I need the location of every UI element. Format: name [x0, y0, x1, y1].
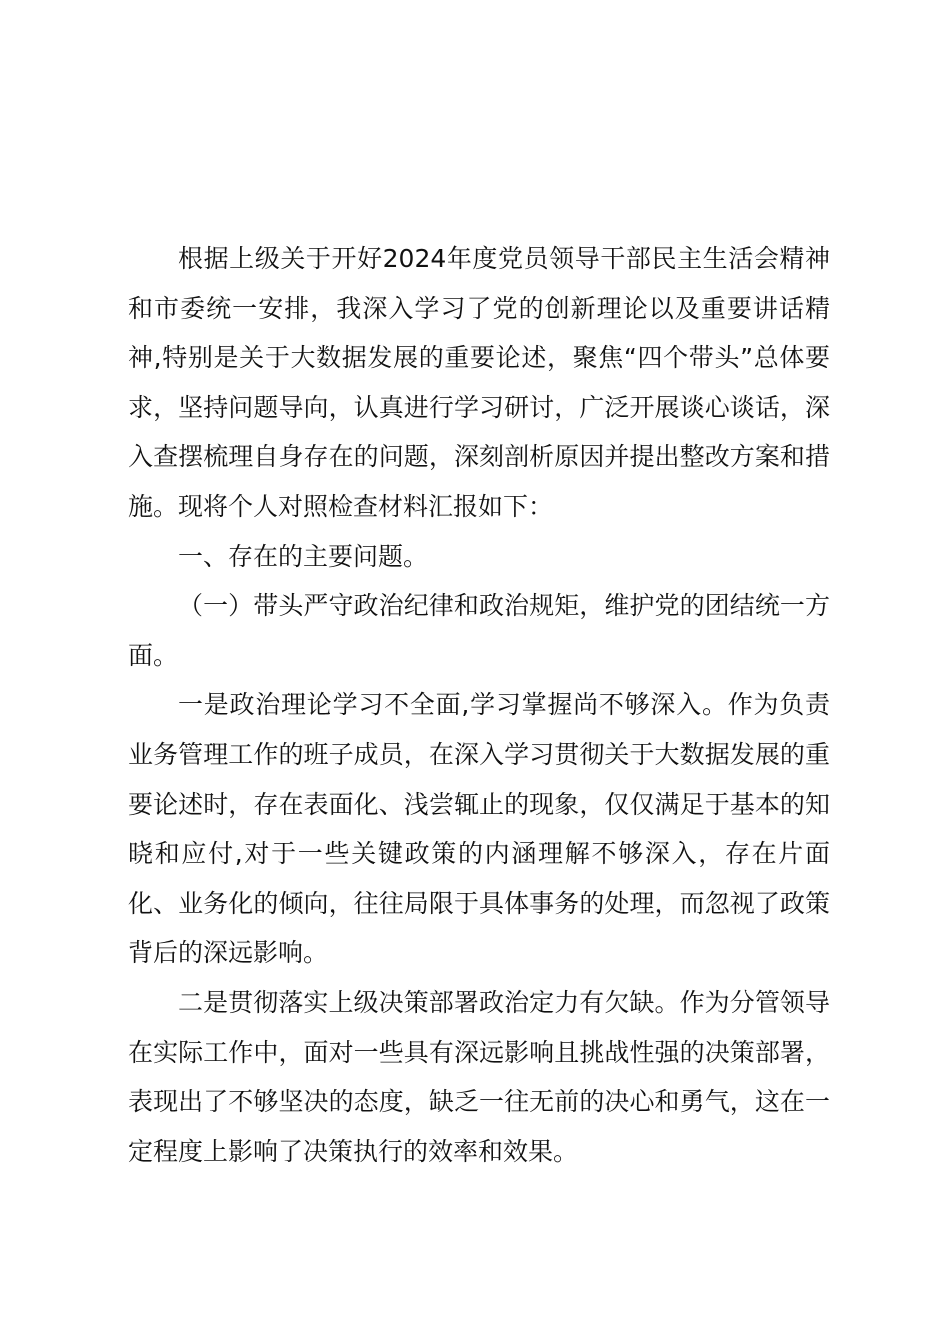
document-body	[128, 234, 830, 1176]
issue-paragraph-2: 二是贯彻落实上级决策部署政治定力有欠缺。作为分管领导在实际工作中，面对一些具有深远影响且挑战性强的决策部署，表现出了不够坚决的态度，缺乏一往无前的决心和勇气，这在一定程度上影响了决策执行的效率和效果。	[128, 987, 830, 1166]
intro-paragraph: 根据上级关于开好2024年度党员领导干部民主生活会精神和市委统一安排，我深入学习了党的创新理论以及重要讲话精神,特别是关于大数据发展的重要论述，聚焦“四个带头”总体要求，坚持问题导向，认真进行学习研讨，广泛开展谈心谈话，深入查摆梳理自身存在的问题，深刻剖析原因并提出整改方案和措施。现将个人对照检查材料汇报如下：	[128, 244, 830, 521]
subsection-heading: （一）带头严守政治纪律和政治规矩，维护党的团结统一方面。	[128, 591, 830, 670]
section-heading: 一、存在的主要问题。	[178, 541, 429, 571]
issue-paragraph-1: 一是政治理论学习不全面,学习掌握尚不够深入。作为负责业务管理工作的班子成员，在深入学习贯彻关于大数据发展的重要论述时，存在表面化、浅尝辄止的现象，仅仅满足于基本的知晓和应付,对于一些关键政策的内涵理解不够深入，存在片面化、业务化的倾向，往往局限于具体事务的处理，而忽视了政策背后的深远影响。	[128, 690, 830, 968]
